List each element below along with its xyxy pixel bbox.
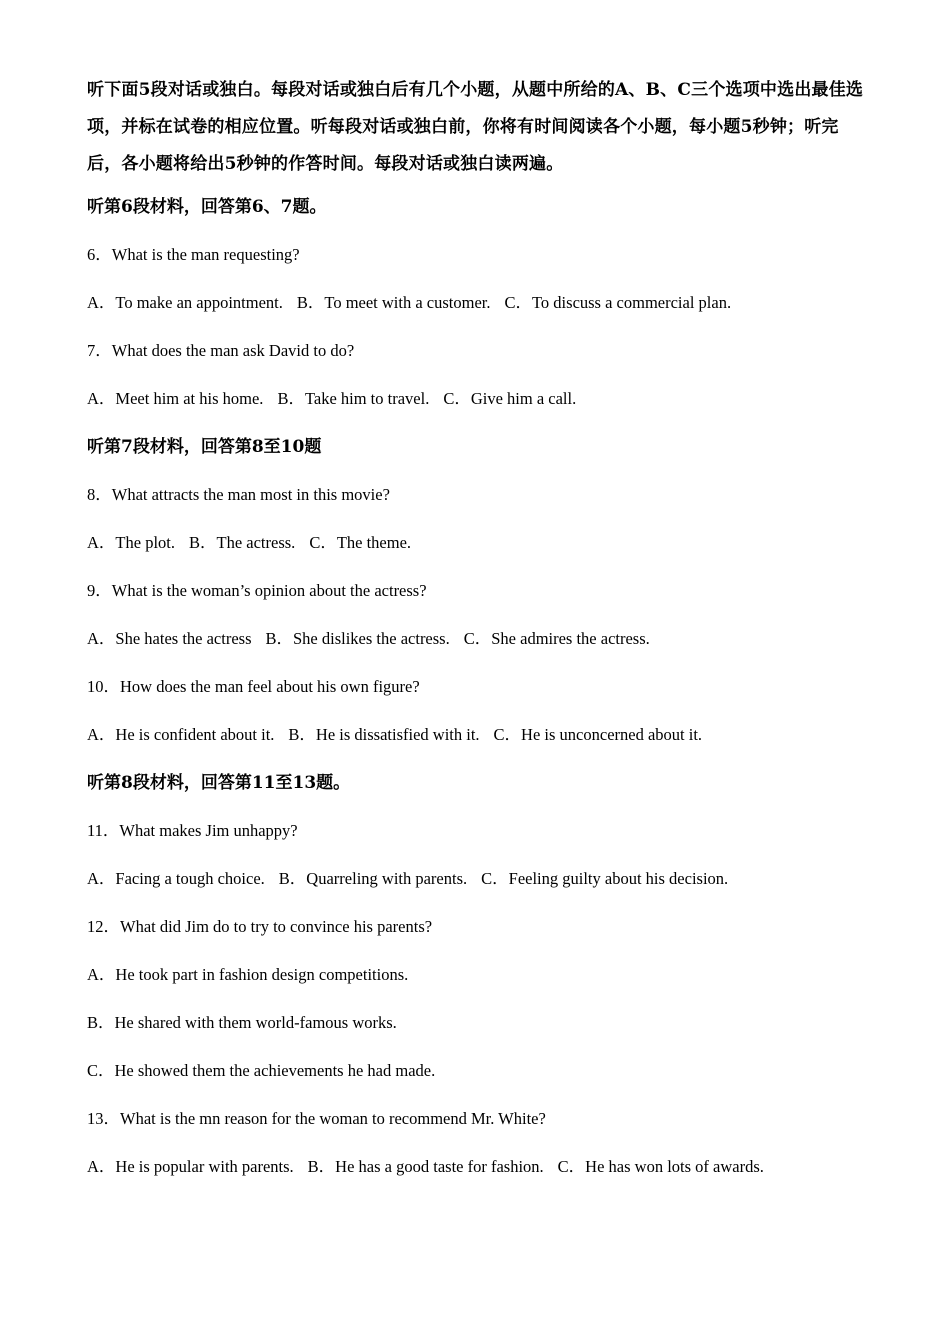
option-b: B．She dislikes the actress.	[265, 629, 450, 648]
option-b: B．He has a good taste for fashion.	[307, 1157, 544, 1176]
question-stem: 12．What did Jim do to try to convince his parents?	[87, 917, 433, 936]
question-stem: 8．What attracts the man most in this movie?	[87, 485, 390, 504]
option-a: A．The plot.	[87, 533, 175, 552]
question-options	[87, 385, 872, 433]
question-options	[87, 529, 872, 577]
option-c: C．To discuss a commercial plan.	[504, 293, 732, 312]
question-options	[87, 721, 872, 769]
option-b: B．Take him to travel.	[277, 389, 430, 408]
option-a: A．Meet him at his home.	[87, 389, 264, 408]
question-options	[87, 289, 872, 337]
option-a: A．Facing a tough choice.	[87, 869, 265, 888]
section-heading: 听第6段材料，回答第6、7题。	[87, 197, 327, 217]
question-options	[87, 1153, 872, 1201]
option-c: C．She admires the actress.	[463, 629, 650, 648]
option-a: A．He took part in fashion design competitions.	[87, 965, 409, 984]
option-b: B．Quarreling with parents.	[278, 869, 468, 888]
option-b: B．The actress.	[189, 533, 296, 552]
option-b: B．He is dissatisfied with it.	[288, 725, 480, 744]
question-stem: 11．What makes Jim unhappy?	[87, 821, 298, 840]
option-b: B．To meet with a customer.	[296, 293, 491, 312]
option-c: C．He is unconcerned about it.	[493, 725, 703, 744]
option-a: A．He is confident about it.	[87, 725, 275, 744]
option-c: C．The theme.	[309, 533, 412, 552]
exam-page	[87, 72, 872, 1201]
question-options	[87, 625, 872, 673]
question-stem: 13．What is the mn reason for the woman to recommend Mr. White?	[87, 1109, 546, 1128]
option-a: A．She hates the actress	[87, 629, 252, 648]
option-c: C．Give him a call.	[443, 389, 577, 408]
listening-instructions: 听下面5段对话或独白。每段对话或独白后有几个小题，从题中所给的A、B、C三个选项中选出最佳选项，并标在试卷的相应位置。听每段对话或独白前，你将有时间阅读各个小题，每小题5秒钟；听完后，各小题将给出5秒钟的作答时间。每段对话或独白读两遍。	[87, 80, 864, 174]
option-c: C．He showed them the achievements he had made.	[87, 1061, 436, 1080]
question-stem: 9．What is the woman’s opinion about the actress?	[87, 581, 427, 600]
question-stem: 6．What is the man requesting?	[87, 245, 300, 264]
option-b: B．He shared with them world-famous works.	[87, 1013, 397, 1032]
question-stem: 10．How does the man feel about his own figure?	[87, 677, 420, 696]
question-stem: 7．What does the man ask David to do?	[87, 341, 355, 360]
question-options	[87, 865, 872, 913]
section-heading: 听第7段材料，回答第8至10题	[87, 437, 322, 457]
option-a: A．To make an appointment.	[87, 293, 283, 312]
option-c: C．He has won lots of awards.	[557, 1157, 764, 1176]
option-a: A．He is popular with parents.	[87, 1157, 294, 1176]
section-heading: 听第8段材料，回答第11至13题。	[87, 773, 351, 793]
option-c: C．Feeling guilty about his decision.	[481, 869, 729, 888]
